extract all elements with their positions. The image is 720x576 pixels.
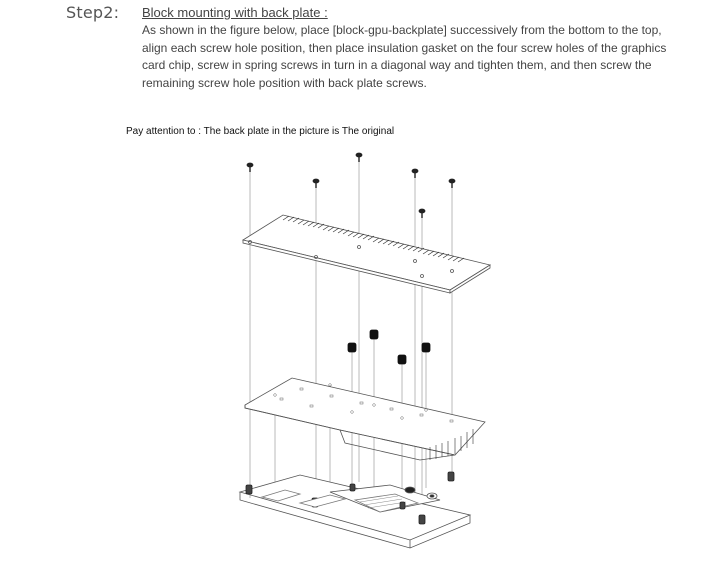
screw-icon — [449, 179, 455, 188]
screw-icon — [356, 153, 362, 162]
gasket-icon — [398, 355, 406, 364]
gasket-icon — [422, 343, 430, 352]
backplate-screws — [247, 153, 455, 218]
screw-icon — [247, 163, 253, 172]
screw-icon — [313, 179, 319, 188]
step-heading: Block mounting with back plate : — [142, 5, 328, 20]
gasket-icon — [370, 330, 378, 339]
gasket-icon — [348, 343, 356, 352]
back-plate — [243, 215, 490, 293]
insulation-gaskets — [348, 330, 430, 364]
screw-icon — [412, 169, 418, 178]
graphics-card-pcb — [245, 378, 485, 460]
step-number: Step2: — [66, 3, 120, 22]
water-block — [240, 472, 470, 548]
step-instructions: As shown in the figure below, place [block-gpu-backplate] successively from the bottom to the top, align each screw hole position, then place insulation gasket on the four screw holes of the graphics card chip, screw in spring screws in turn in a diagonal way and tighten them, and then screw the remaining screw hole position with back plate screws. — [142, 23, 667, 90]
attention-note: Pay attention to : The back plate in the picture is The original — [126, 126, 395, 137]
screw-icon — [419, 209, 425, 218]
